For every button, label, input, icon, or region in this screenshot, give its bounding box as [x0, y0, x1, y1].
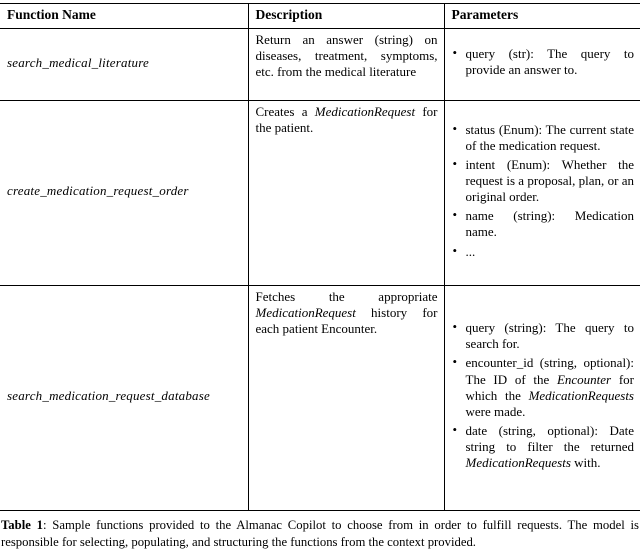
bullet-icon: •	[452, 354, 458, 370]
description-cell	[248, 285, 444, 510]
parameter-segment: name (string): Medication name.	[465, 208, 634, 240]
parameter-segment: MedicationRequests	[465, 455, 571, 471]
description-text	[256, 289, 438, 337]
parameter-item	[452, 355, 635, 419]
description-segment: Fetches the appropriate	[255, 288, 438, 304]
description-segment: Creates a	[255, 103, 315, 119]
description-segment: history for each patient Encounter.	[255, 304, 438, 336]
function-name: create_medication_request_order	[7, 183, 189, 199]
bullet-icon: •	[452, 207, 458, 223]
parameters-list	[452, 320, 635, 471]
function-name-cell	[0, 100, 248, 285]
parameter-segment: intent (Enum): Whether the request is a proposal, plan, or an original order.	[465, 157, 634, 205]
parameter-segment: with.	[570, 455, 601, 471]
parameter-segment: query (str): The query to provide an answer to.	[465, 46, 634, 78]
caption-text: : Sample functions provided to the Almanac Copilot to choose from in order to fulfill requests. The model is responsible for selecting, populating, and structuring the functions from the context provided.	[1, 517, 639, 549]
bullet-icon: •	[452, 319, 458, 335]
parameter-segment: encounter_id (string, optional): The ID of the	[465, 355, 634, 387]
description-segment: MedicationRequest	[314, 103, 416, 119]
parameters-list	[452, 46, 635, 78]
function-name: search_medical_literature	[7, 54, 149, 70]
parameter-item	[452, 208, 635, 240]
bullet-icon: •	[452, 45, 458, 61]
parameter-segment: date (string, optional): Date string to filter the returned	[465, 422, 634, 454]
function-name: search_medication_request_database	[7, 388, 210, 404]
parameters-cell	[444, 285, 640, 510]
bullet-icon: •	[452, 421, 458, 437]
function-name-cell	[0, 285, 248, 510]
caption-label: Table 1	[1, 517, 43, 532]
parameter-segment: Encounter	[556, 371, 612, 387]
parameter-segment: status (Enum): The current state of the medication request.	[465, 121, 634, 153]
parameters-cell	[444, 28, 640, 100]
description-segment: for the patient.	[255, 103, 438, 135]
table-row	[0, 285, 640, 510]
table-header-row	[0, 4, 640, 29]
header-parameters: Parameters	[444, 4, 640, 29]
bullet-icon: •	[452, 242, 458, 258]
parameter-item	[452, 320, 635, 352]
description-cell	[248, 100, 444, 285]
parameters-list	[452, 122, 635, 260]
bullet-icon: •	[452, 156, 458, 172]
parameter-segment: were made.	[465, 403, 526, 419]
header-function-name: Function Name	[0, 4, 248, 29]
header-description: Description	[248, 4, 444, 29]
parameter-segment: MedicationRequests	[528, 387, 634, 403]
parameter-segment: query (string): The query to search for.	[465, 320, 634, 352]
description-cell	[248, 28, 444, 100]
table-row	[0, 100, 640, 285]
parameter-segment: for which the	[465, 371, 634, 403]
table-caption	[0, 511, 640, 550]
parameter-item	[452, 244, 635, 260]
description-text	[256, 104, 438, 136]
parameter-item	[452, 122, 635, 154]
table-row	[0, 28, 640, 100]
table-body	[0, 28, 640, 510]
description-segment: MedicationRequest	[255, 304, 356, 320]
description-text	[256, 32, 438, 80]
parameter-segment: ...	[465, 243, 476, 259]
parameter-item	[452, 423, 635, 471]
function-name-cell	[0, 28, 248, 100]
functions-table	[0, 3, 640, 511]
parameters-cell	[444, 100, 640, 285]
parameter-item	[452, 46, 635, 78]
description-segment: Return an answer (string) on diseases, treatment, symptoms, etc. from the medical literature	[255, 31, 438, 79]
parameter-item	[452, 157, 635, 205]
bullet-icon: •	[452, 120, 458, 136]
